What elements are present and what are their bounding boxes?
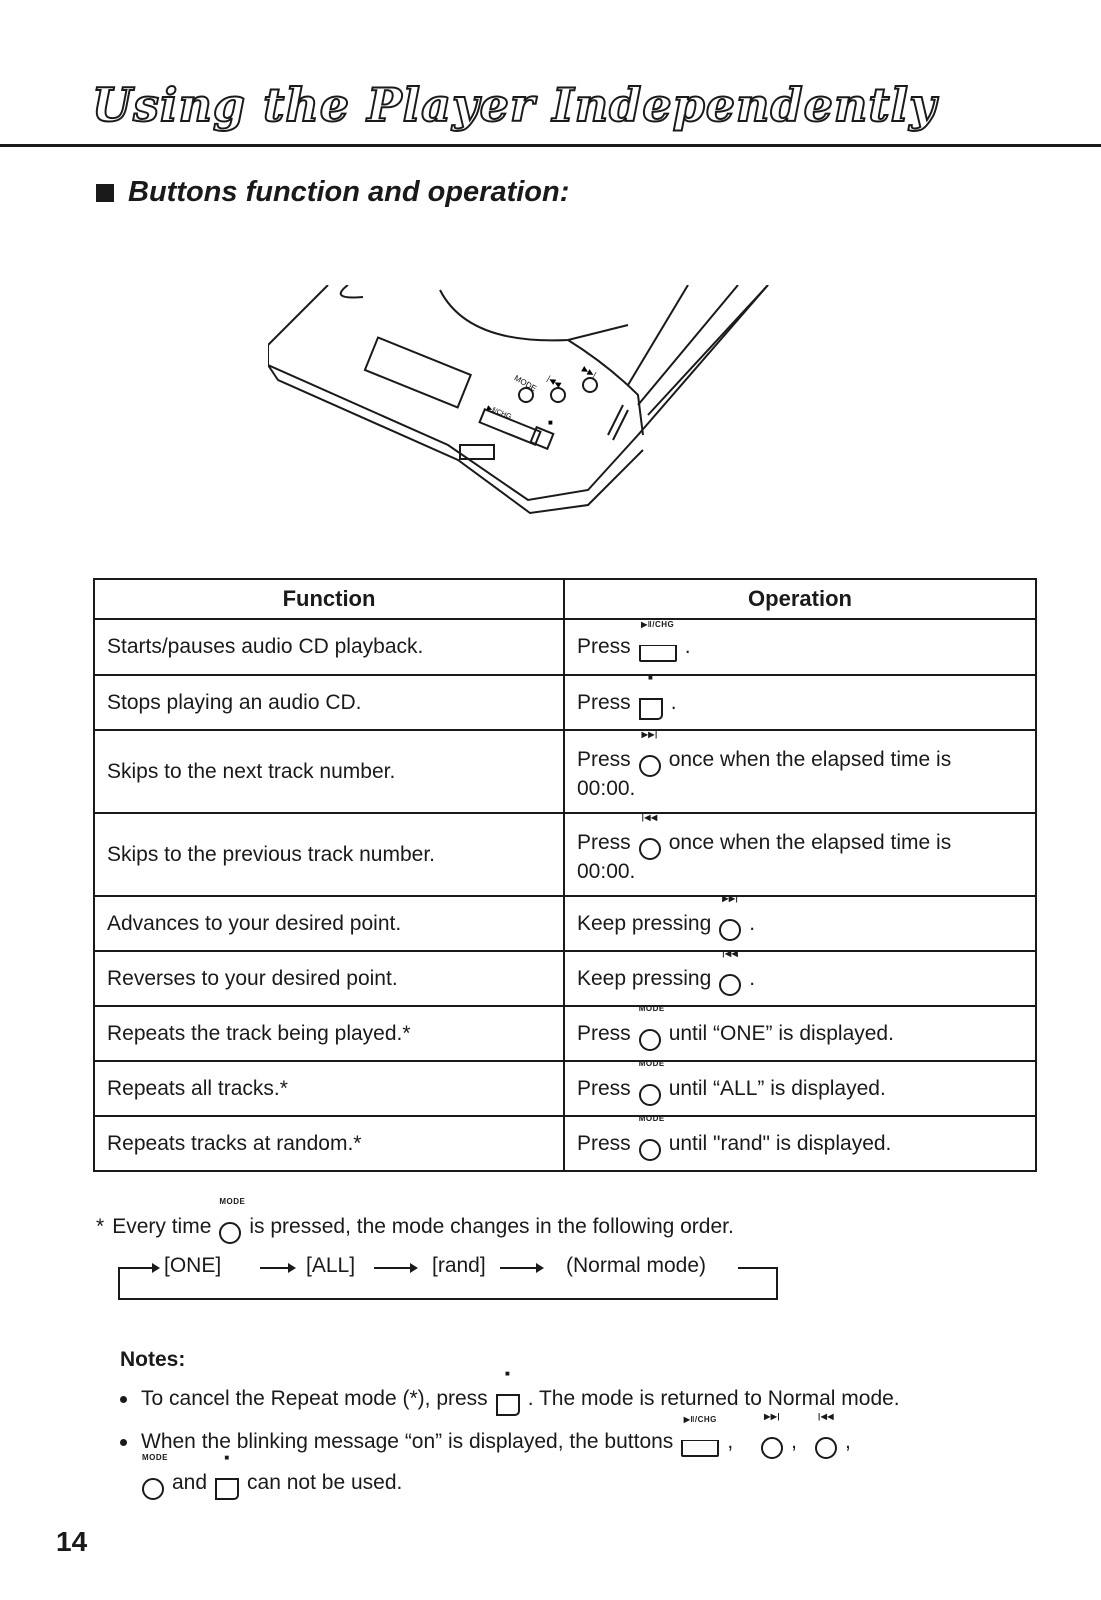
cycle-arrow	[374, 1267, 416, 1269]
footnote-text: Every time	[112, 1215, 212, 1238]
button-label: ■	[224, 1453, 230, 1462]
button-label: MODE	[219, 1197, 246, 1206]
mode-button-icon	[638, 1113, 665, 1161]
stop-button-icon	[639, 672, 663, 720]
function-cell: Starts/pauses audio CD playback.	[94, 619, 564, 675]
operation-text: until "rand" is displayed.	[668, 1131, 892, 1155]
separator: ,	[845, 1430, 851, 1453]
functions-table	[93, 578, 1037, 1172]
operation-text-line2: 00:00.	[577, 859, 636, 883]
operation-cell	[564, 730, 1036, 813]
stop-button-icon	[215, 1453, 239, 1500]
table-row	[94, 1006, 1036, 1061]
illustration-play-label: ▶‖/CHG	[485, 404, 513, 421]
cycle-one: [ONE]	[164, 1254, 222, 1277]
operation-text: .	[749, 966, 756, 990]
square-bullet-icon	[96, 184, 114, 202]
next-track-button-icon	[639, 729, 661, 777]
button-label: ▶‖/CHG	[641, 619, 675, 629]
operation-text-line2: 00:00.	[577, 776, 636, 800]
section-heading	[96, 176, 569, 209]
operation-cell	[564, 1003, 1036, 1061]
next-track-button-icon	[761, 1412, 783, 1459]
note-text: . The mode is returned to Normal mode.	[527, 1387, 900, 1410]
note-text: When the blinking message “on” is displayed, the buttons	[141, 1430, 674, 1453]
operation-text: Press	[577, 1076, 631, 1100]
section-heading-text: Buttons function and operation:	[128, 176, 570, 208]
button-label: |◀◀	[817, 1412, 835, 1421]
function-cell: Repeats all tracks.*	[94, 1061, 564, 1116]
function-cell: Advances to your desired point.	[94, 896, 564, 951]
operation-cell	[564, 672, 1036, 730]
button-label: MODE	[638, 1058, 665, 1068]
previous-track-button-icon	[815, 1412, 837, 1459]
table-row	[94, 619, 1036, 675]
cycle-arrow	[260, 1267, 294, 1269]
cycle-bottom-line	[118, 1298, 778, 1300]
mode-button-icon	[638, 1058, 665, 1106]
operation-text: Press	[577, 747, 631, 771]
bullet-icon	[120, 1439, 127, 1446]
stop-button-icon	[496, 1369, 520, 1416]
button-label: |◀◀	[641, 812, 658, 822]
function-cell: Repeats tracks at random.*	[94, 1116, 564, 1171]
operation-cell	[564, 619, 1036, 675]
note-text: and	[172, 1471, 208, 1494]
bullet-icon	[120, 1396, 127, 1403]
mode-button-icon	[142, 1453, 168, 1500]
footnote-marker: *	[96, 1215, 105, 1238]
page-number: 14	[56, 1526, 88, 1557]
button-label: MODE	[142, 1453, 168, 1462]
note-item	[120, 1369, 900, 1416]
operation-text: until “ONE” is displayed.	[668, 1021, 894, 1045]
page-header-title: Using the Player Independently	[92, 78, 937, 132]
operation-cell	[564, 948, 1036, 1006]
note-text: can not be used.	[247, 1471, 403, 1494]
cd-player-illustration	[268, 285, 798, 525]
button-label: |◀◀	[722, 948, 739, 958]
button-label: MODE	[638, 1113, 665, 1123]
mode-button-icon	[638, 1003, 665, 1051]
button-label: ▶▶|	[641, 729, 658, 739]
operation-text: .	[749, 911, 756, 935]
separator: ,	[791, 1430, 797, 1453]
note-item-continued	[142, 1453, 403, 1500]
function-cell: Skips to the next track number.	[94, 730, 564, 813]
button-label: MODE	[638, 1003, 665, 1013]
table-row	[94, 813, 1036, 896]
function-cell: Repeats the track being played.*	[94, 1006, 564, 1061]
function-cell: Reverses to your desired point.	[94, 951, 564, 1006]
operation-cell	[564, 1058, 1036, 1116]
illustration-next-label: ▶▶|	[580, 364, 598, 380]
cycle-right-line	[776, 1267, 778, 1300]
operation-text: once when the elapsed time is	[668, 747, 952, 771]
play-pause-charge-button-icon	[639, 619, 677, 662]
button-label: ■	[505, 1369, 511, 1378]
operation-cell	[564, 1113, 1036, 1171]
operation-text: Press	[577, 1021, 631, 1045]
table-row	[94, 1061, 1036, 1116]
cycle-return-line	[738, 1267, 778, 1269]
table-row	[94, 675, 1036, 730]
cycle-arrow	[118, 1267, 158, 1269]
button-label: ▶▶|	[764, 1412, 781, 1421]
operation-text: Press	[577, 830, 631, 854]
header-rule	[0, 144, 1101, 147]
function-column-header: Function	[94, 579, 564, 619]
illustration-prev-label: |◀◀	[545, 373, 563, 389]
operation-text: until “ALL” is displayed.	[668, 1076, 886, 1100]
play-pause-charge-button-icon	[681, 1414, 719, 1457]
illustration-mode-label: MODE	[512, 373, 538, 394]
button-label: ■	[648, 672, 654, 682]
cycle-left-line	[118, 1267, 120, 1299]
cycle-arrow	[500, 1267, 542, 1269]
operation-cell	[564, 893, 1036, 951]
footnote-text: is pressed, the mode changes in the following order.	[249, 1215, 734, 1238]
operation-column-header: Operation	[564, 579, 1036, 619]
notes-title: Notes:	[120, 1348, 186, 1371]
cycle-normal: (Normal mode)	[566, 1254, 707, 1277]
footnote	[96, 1197, 734, 1244]
table-row	[94, 730, 1036, 813]
table-row	[94, 896, 1036, 951]
function-cell: Skips to the previous track number.	[94, 813, 564, 896]
button-label: ▶▶|	[722, 893, 739, 903]
previous-track-button-icon	[639, 812, 661, 860]
function-cell: Stops playing an audio CD.	[94, 675, 564, 730]
operation-text: .	[670, 690, 677, 714]
operation-cell	[564, 813, 1036, 896]
operation-text: once when the elapsed time is	[668, 830, 952, 854]
separator: ,	[727, 1430, 734, 1453]
previous-track-button-icon	[719, 948, 741, 996]
cycle-rand: [rand]	[432, 1254, 486, 1277]
mode-button-icon	[219, 1197, 246, 1244]
operation-text: .	[684, 635, 691, 658]
table-row	[94, 1116, 1036, 1171]
illustration-stop-label: ■	[548, 418, 553, 427]
mode-cycle-diagram	[118, 1240, 798, 1315]
operation-text: Keep pressing	[577, 911, 712, 935]
cycle-all: [ALL]	[306, 1254, 356, 1277]
operation-text: Press	[577, 1131, 631, 1155]
note-text: To cancel the Repeat mode (*), press	[141, 1387, 488, 1410]
operation-text: Press	[577, 690, 631, 714]
next-track-button-icon	[719, 893, 741, 941]
operation-text: Keep pressing	[577, 966, 712, 990]
button-label: ▶‖/CHG	[683, 1414, 717, 1424]
table-header-row	[94, 579, 1036, 619]
table-row	[94, 951, 1036, 1006]
operation-text: Press	[577, 635, 631, 658]
